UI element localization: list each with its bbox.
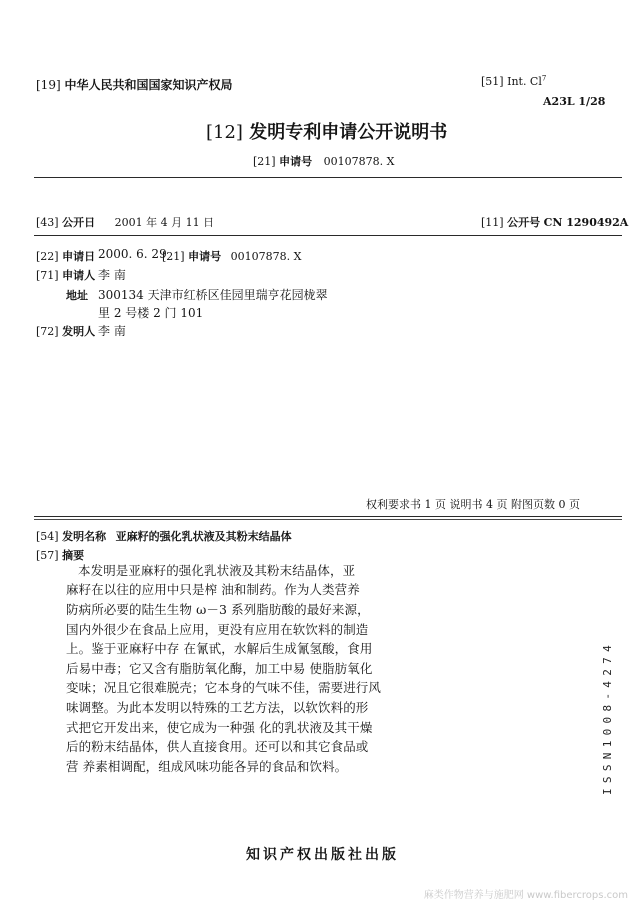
bib-app-no-value: 00107878. X bbox=[230, 250, 302, 263]
applicant-row bbox=[36, 267, 95, 283]
abstract-line: 变味；况且它很难脱壳；它本身的气味不佳，需要进行风 bbox=[66, 680, 382, 695]
address-line-1: 300134 天津市红桥区佳园里瑞亨花园栊翠 bbox=[98, 288, 328, 302]
bib-app-no-code: [21] bbox=[162, 250, 185, 263]
abstract-line: 上。鉴于亚麻籽中存 在氰甙，水解后生成氰氢酸，食用 bbox=[66, 641, 373, 656]
patent-office bbox=[36, 76, 232, 93]
address-label: 地址 bbox=[66, 289, 88, 302]
int-cl-version: 7 bbox=[541, 74, 547, 83]
header-rule bbox=[34, 177, 622, 178]
filing-date-code: [22] bbox=[36, 250, 59, 263]
pub-no-value: CN 1290492A bbox=[543, 216, 629, 229]
abstract-label: 摘要 bbox=[62, 549, 85, 562]
bib-app-no-label: 申请号 bbox=[188, 250, 222, 263]
office-name: 中华人民共和国国家知识产权局 bbox=[64, 78, 233, 92]
office-code: [19] bbox=[36, 78, 61, 92]
summary-rule-bottom bbox=[34, 519, 622, 520]
invention-title-row bbox=[36, 528, 292, 544]
abstract-line: 后的粉末结晶体，供人直接食用。还可以和其它食品或 bbox=[66, 739, 369, 754]
filing-date-value: 2000. 6. 29 bbox=[98, 247, 167, 261]
filing-row bbox=[36, 248, 95, 264]
website-watermark: 麻类作物营养与施肥网 www.fibercrops.com bbox=[423, 890, 628, 901]
header-application-number bbox=[253, 153, 394, 169]
applicant-label: 申请人 bbox=[62, 269, 96, 282]
pub-date-value: 2001 年 4 月 11 日 bbox=[114, 216, 215, 229]
abstract-line: 国内外很少在食品上应用，更没有应用在软饮料的制造 bbox=[66, 622, 369, 637]
abstract-line: 本发明是亚麻籽的强化乳状液及其粉末结晶体，亚 bbox=[78, 563, 356, 578]
abstract-heading bbox=[36, 547, 84, 563]
publication-number bbox=[481, 214, 628, 230]
abstract-line: 后易中毒；它又含有脂肪氧化酶，加工中易 使脂肪氧化 bbox=[66, 661, 373, 676]
bib-application-number bbox=[162, 248, 301, 264]
inventor-label: 发明人 bbox=[62, 325, 96, 338]
applicant-code: [71] bbox=[36, 269, 59, 282]
classification: A23L 1/28 bbox=[543, 95, 606, 108]
int-cl-label: Int. Cl bbox=[507, 75, 542, 88]
pub-no-label: 公开号 bbox=[507, 216, 541, 229]
inventor-value: 李 南 bbox=[98, 324, 126, 338]
abstract-line: 防病所必要的陆生生物 ω－3 系列脂肪酸的最好来源， bbox=[66, 602, 370, 617]
header-app-no-code: [21] bbox=[253, 155, 276, 168]
summary-rule-top bbox=[34, 516, 622, 517]
publication-rule bbox=[34, 235, 622, 236]
int-cl bbox=[481, 75, 546, 88]
int-cl-code: [51] bbox=[481, 75, 504, 88]
abstract-line: 味调整。为此本发明以特殊的工艺方法，以软饮料的形 bbox=[66, 700, 369, 715]
title-label: 发明名称 bbox=[62, 530, 107, 543]
publisher: 知识产权出版社出版 bbox=[246, 847, 399, 863]
pub-date-label: 公开日 bbox=[62, 216, 96, 229]
inventor-code: [72] bbox=[36, 325, 59, 338]
abstract-code: [57] bbox=[36, 549, 59, 562]
address-line-2: 里 2 号楼 2 门 101 bbox=[98, 306, 204, 320]
page-summary: 权利要求书 1 页 说明书 4 页 附图页数 0 页 bbox=[366, 498, 580, 511]
filing-date-label: 申请日 bbox=[62, 250, 96, 263]
document-type-title: 发明专利申请公开说明书 bbox=[249, 122, 448, 143]
abstract-line: 麻籽在以往的应用中只是榨 油和制药。作为人类营养 bbox=[66, 582, 360, 597]
abstract-line: 式把它开发出来，使它成为一种强 化的乳状液及其干燥 bbox=[66, 720, 373, 735]
invention-title: 亚麻籽的强化乳状液及其粉末结晶体 bbox=[115, 530, 292, 543]
header-app-no-value: 00107878. X bbox=[323, 155, 395, 168]
title-code: [54] bbox=[36, 530, 59, 543]
document-type bbox=[206, 118, 447, 144]
pub-date-code: [43] bbox=[36, 216, 59, 229]
inventor-row bbox=[36, 323, 95, 339]
header-app-no-label: 申请号 bbox=[279, 155, 313, 168]
applicant-value: 李 南 bbox=[98, 268, 126, 282]
pub-no-code: [11] bbox=[481, 216, 504, 229]
issn-vertical: ISSN1008-4274 bbox=[601, 640, 614, 795]
document-type-code: [12] bbox=[206, 122, 243, 143]
publication-date bbox=[36, 214, 214, 230]
abstract-line: 营 养素相调配，组成风味功能各异的食品和饮料。 bbox=[66, 759, 348, 774]
